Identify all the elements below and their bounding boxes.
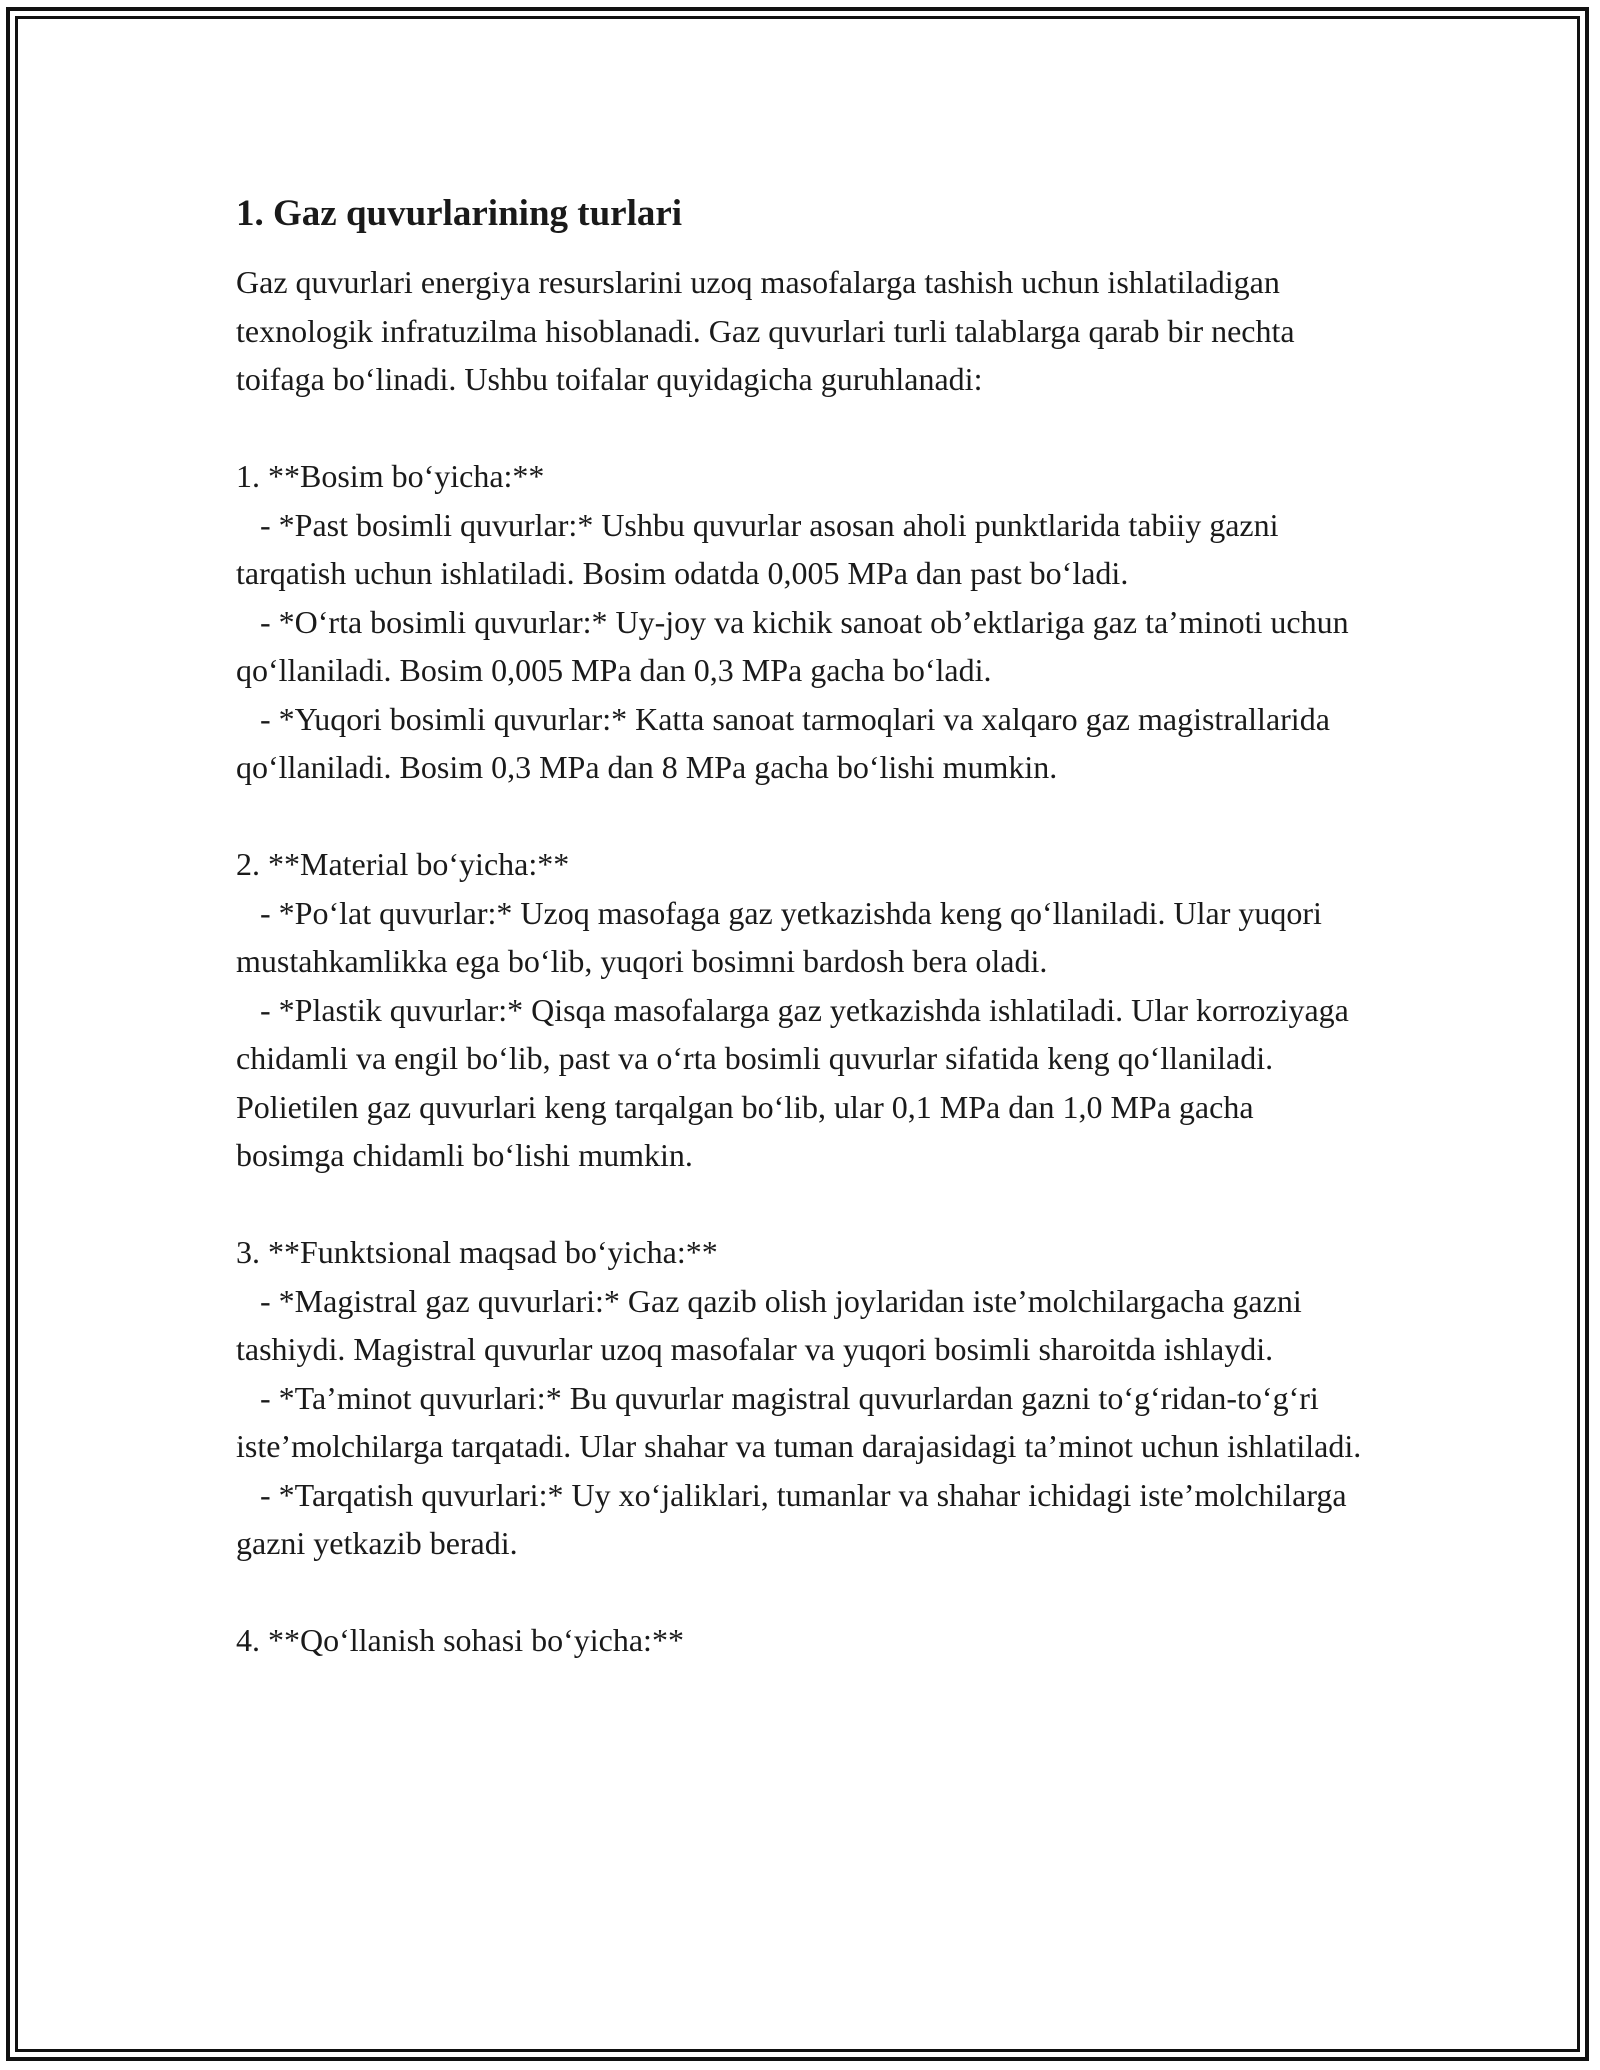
document-body: Gaz quvurlari energiya resurslarini uzoq masofalarga tashish uchun ishlatiladigan texnologik infratuzilma hisoblanadi. Gaz quvurlari turli talablarga qarab bir nechta toifaga bo‘linadi. Ushbu toifalar quyidagicha guruhlanadi: 1. **Bosim bo‘yicha:** - *Past bosimli quvurlar:* Ushbu quvurlar asosan aholi punktlarida tabiiy gazni tarqatish uchun ishlatiladi. Bosim odatda 0,005 MPa dan past bo‘ladi. - *O‘rta bosimli quvurlar:* Uy-joy va kichik sanoat ob’ektlariga gaz ta’minoti uchun qo‘llaniladi. Bosim 0,005 MPa dan 0,3 MPa gacha bo‘ladi. - *Yuqori bosimli quvurlar:* Katta sanoat tarmoqlari va xalqaro gaz magistrallarida qo‘llaniladi. Bosim 0,3 MPa dan 8 MPa gacha bo‘lishi mumkin. 2. **Material bo‘yicha:** - *Po‘lat quvurlar:* Uzoq masofaga gaz yetkazishda keng qo‘llaniladi. Ular yuqori mustahkamlikka ega bo‘lib, yuqori bosimni bardosh bera oladi. - *Plastik quvurlar:* Qisqa masofalarga gaz yetkazishda ishlatiladi. Ular korroziyaga chidamli va engil bo‘lib, past va o‘rta bosimli quvurlar sifatida keng qo‘llaniladi. Polietilen gaz quvurlari keng tarqalgan bo‘lib, ular 0,1 MPa dan 1,0 MPa gacha bosimga chidamli bo‘lishi mumkin. 3. **Funktsional maqsad bo‘yicha:** - *Magistral gaz quvurlari:* Gaz qazib olish joylaridan iste’molchilargacha gazni tashiydi. Magistral quvurlar uzoq masofalar va yuqori bosimli sharoitda ishlaydi. - *Ta’minot quvurlari:* Bu quvurlar magistral quvurlardan gazni to‘g‘ridan-to‘g‘ri iste’molchilarga tarqatadi. Ular shahar va tuman darajasidagi ta’minot uchun ishlatiladi. - *Tarqatish quvurlari:* Uy xo‘jaliklari, tumanlar va shahar ichidagi iste’molchilarga gazni yetkazib beradi. 4. **Qo‘llanish sohasi bo‘yicha:** (236, 264, 1362, 1658)
document-content (236, 182, 1366, 1665)
section-heading: 1. Gaz quvurlarining turlari (236, 193, 683, 234)
